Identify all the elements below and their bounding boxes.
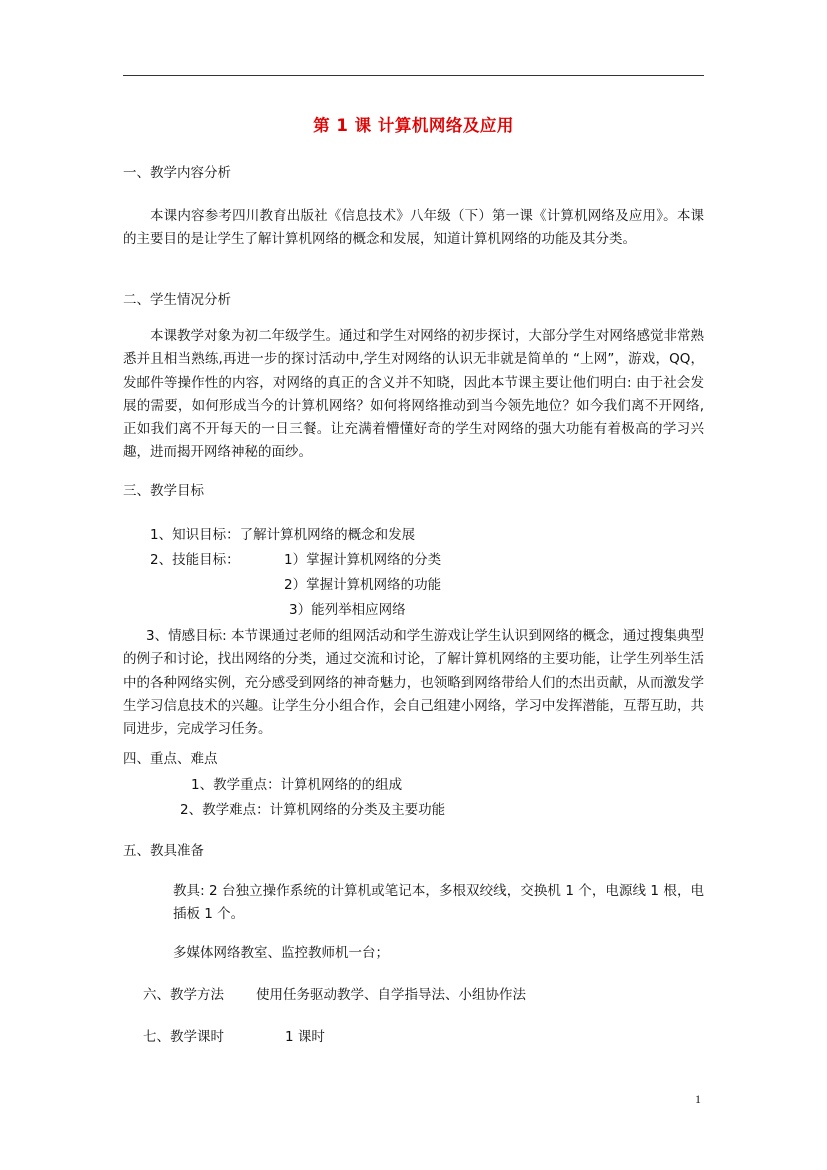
goal-skill-label: 2、技能目标： [150,552,240,568]
goal-skill-item-3: 3）能列举相应网络 [289,602,406,618]
class-hours: 1 课时 [285,1029,325,1045]
goal-knowledge: 1、知识目标：了解计算机网络的概念和发展 [150,527,416,543]
section-7-heading: 七、教学课时 [143,1029,224,1045]
section-1-heading: 一、教学内容分析 [123,165,231,181]
section-3-heading: 三、教学目标 [123,483,204,499]
lesson-title: 第 1 课 计算机网络及应用 [313,116,514,135]
section-2-text: 本课教学对象为初二年级学生。通过和学生对网络的初步探讨，大部分学生对网络感觉非常熟悉并且相当熟练,再进一步的探讨活动中,学生对网络的认识无非就是简单的 “上网”，游戏，QQ，发邮件等操作性的内容，对网络的真正的含义并不知晓，因此本节课主要让他们明白: 由于社会发展的需要，如何形成当今的计算机网络？如何将网络推动到当今领先地位？如今我们离不开网络,正如我们离不开每天的一日三餐。让充满着懵懂好奇的学生对网络的强大功能有着极高的学习兴趣，进而揭开网络神秘的面纱。 [123,328,704,461]
section-6-heading: 六、教学方法 [143,987,224,1003]
goal-skill-item-2: 2）掌握计算机网络的功能 [284,577,442,593]
teaching-method: 使用任务驱动教学、自学指导法、小组协作法 [256,987,526,1003]
teaching-room: 多媒体网络教室、监控教师机一台； [173,945,389,961]
teaching-difficult-point: 2、教学难点：计算机网络的分类及主要功能 [180,802,446,818]
teaching-tools: 教具: 2 台独立操作系统的计算机或笔记本，多根双绞线，交换机 1 个，电源线 1 根，电插板 1 个。 [173,883,704,923]
section-2-heading: 二、学生情况分析 [123,292,231,308]
goal-skill-item-1: 1）掌握计算机网络的分类 [284,552,442,568]
header-rule [123,75,704,76]
section-4-heading: 四、重点、难点 [123,751,218,767]
section-5-heading: 五、教具准备 [123,843,204,859]
page-number: 1 [695,1092,701,1106]
section-1-text: 本课内容参考四川教育出版社《信息技术》八年级（下）第一课《计算机网络及应用》。本课的主要目的是让学生了解计算机网络的概念和发展，知道计算机网络的功能及其分类。 [123,208,704,248]
teaching-key-point: 1、教学重点：计算机网络的的组成 [191,777,403,793]
goal-emotion: 3、情感目标: 本节课通过老师的组网活动和学生游戏让学生认识到网络的概念，通过搜集典型的例子和讨论，找出网络的分类，通过交流和讨论，了解计算机网络的主要功能，让学生列举生活中的各种网络实例，充分感受到网络的神奇魅力，也领略到网络带给人们的杰出贡献，从而激发学生学习信息技术的兴趣。让学生分小组合作，会自己组建小网络，学习中发挥潜能，互帮互助，共同进步，完成学习任务。 [123,628,704,738]
